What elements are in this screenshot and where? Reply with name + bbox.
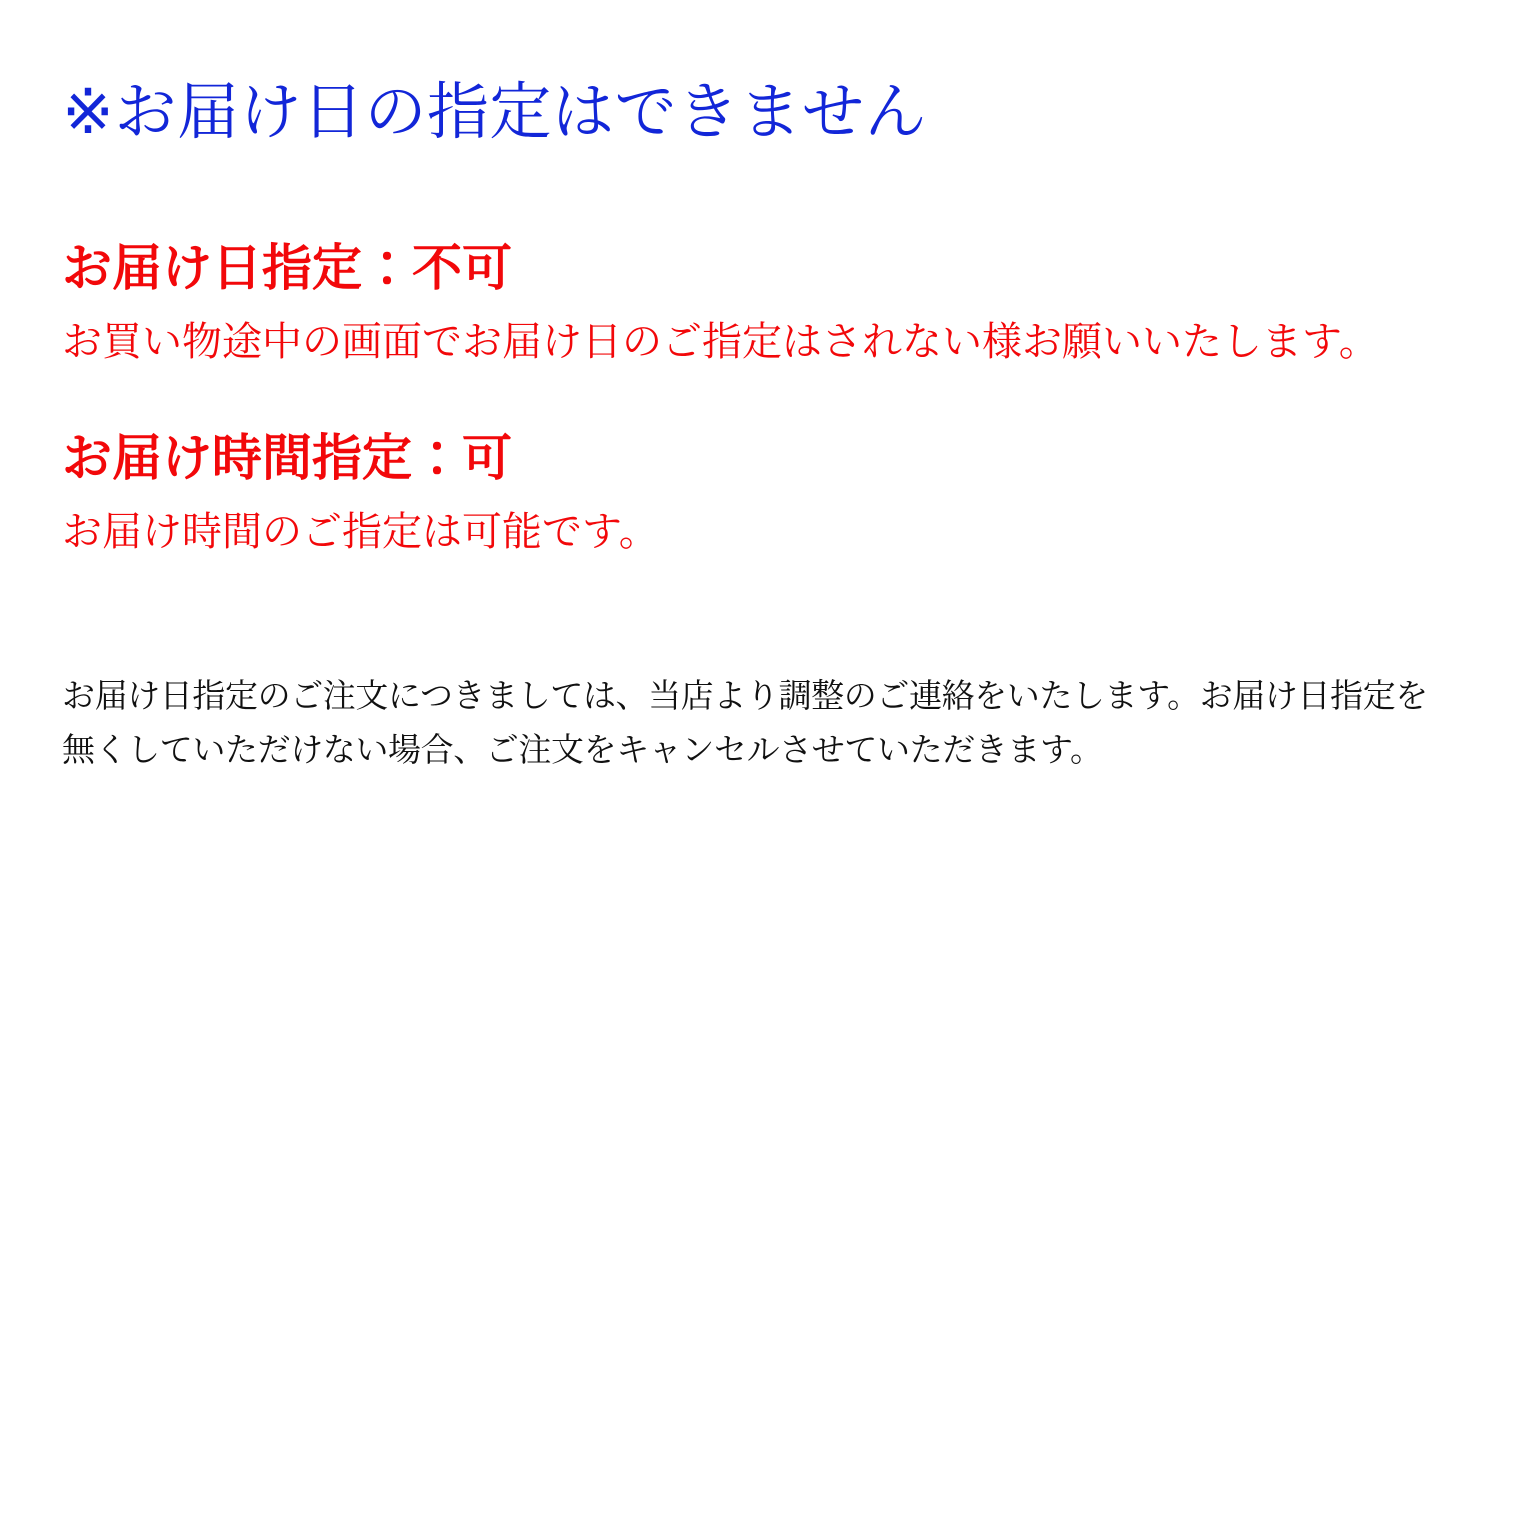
section-spacer <box>62 627 1440 669</box>
delivery-time-description: お届け時間のご指定は可能です。 <box>62 510 659 555</box>
delivery-date-description: お買い物途中の画面でお届け日のご指定はされない様お願いいたします。 <box>62 320 1379 365</box>
delivery-time-heading: お届け時間指定：可 <box>62 430 512 487</box>
delivery-date-heading: お届け日指定：不可 <box>62 240 512 297</box>
cancellation-footnote: お届け日指定のご注文につきましては、当店より調整のご連絡をいたします。お届け日指定を無くしていただけない場合、ご注文をキャンセルさせていただきます。 <box>62 677 1428 768</box>
page-title: ※お届け日の指定はできません <box>62 78 927 147</box>
delivery-date-section <box>62 239 1440 371</box>
delivery-time-section <box>62 429 1440 561</box>
